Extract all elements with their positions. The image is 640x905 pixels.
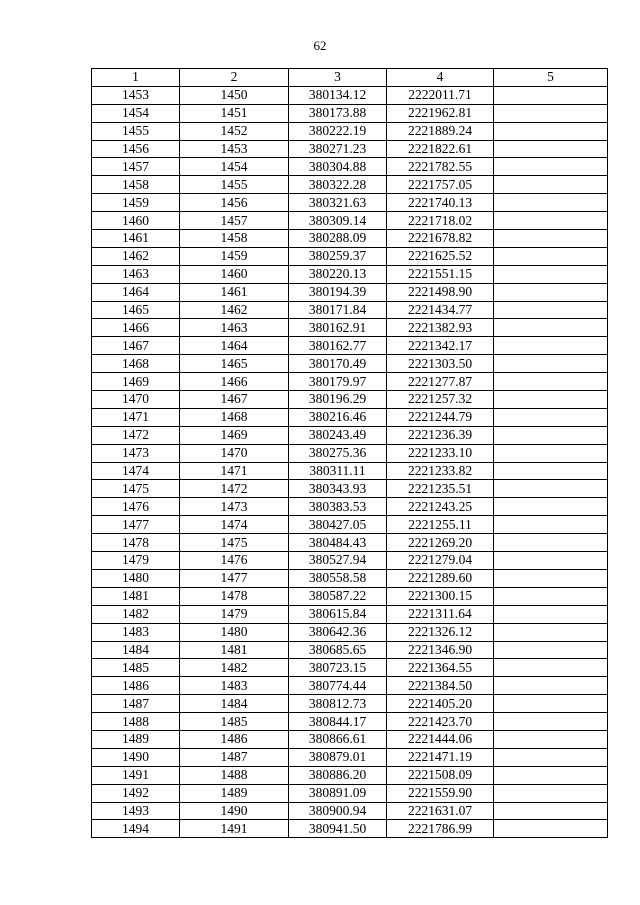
table-cell-col-1: 1486 xyxy=(92,677,180,695)
table-cell-col-5 xyxy=(494,212,608,230)
table-cell-col-5 xyxy=(494,641,608,659)
table-cell-col-3: 380243.49 xyxy=(289,426,387,444)
table-cell-col-2: 1472 xyxy=(180,480,289,498)
table-cell-col-5 xyxy=(494,176,608,194)
table-cell-col-3: 380275.36 xyxy=(289,444,387,462)
table-cell-col-3: 380309.14 xyxy=(289,212,387,230)
table-cell-col-3: 380134.12 xyxy=(289,86,387,104)
table-cell-col-1: 1457 xyxy=(92,158,180,176)
table-cell-col-3: 380941.50 xyxy=(289,820,387,838)
table-cell-col-2: 1480 xyxy=(180,623,289,641)
table-cell-col-5 xyxy=(494,408,608,426)
table-cell-col-5 xyxy=(494,748,608,766)
table-cell-col-4: 2221277.87 xyxy=(387,373,494,391)
table-row xyxy=(92,86,608,104)
table-cell-col-3: 380343.93 xyxy=(289,480,387,498)
table-cell-col-3: 380484.43 xyxy=(289,534,387,552)
table-cell-col-3: 380288.09 xyxy=(289,230,387,248)
table-row xyxy=(92,426,608,444)
table-cell-col-1: 1493 xyxy=(92,802,180,820)
table-cell-col-1: 1478 xyxy=(92,534,180,552)
table-cell-col-3: 380220.13 xyxy=(289,265,387,283)
table-cell-col-2: 1468 xyxy=(180,408,289,426)
table-cell-col-4: 2221786.99 xyxy=(387,820,494,838)
table-cell-col-2: 1458 xyxy=(180,230,289,248)
table-cell-col-1: 1471 xyxy=(92,408,180,426)
table-cell-col-5 xyxy=(494,265,608,283)
table-cell-col-3: 380685.65 xyxy=(289,641,387,659)
table-cell-col-5 xyxy=(494,462,608,480)
table-cell-col-1: 1470 xyxy=(92,391,180,409)
table-cell-col-4: 2221631.07 xyxy=(387,802,494,820)
table-cell-col-3: 380259.37 xyxy=(289,247,387,265)
table-cell-col-1: 1481 xyxy=(92,587,180,605)
table-cell-col-3: 380886.20 xyxy=(289,766,387,784)
column-header-5: 5 xyxy=(494,69,608,87)
table-cell-col-1: 1468 xyxy=(92,355,180,373)
table-row xyxy=(92,373,608,391)
table-cell-col-2: 1476 xyxy=(180,552,289,570)
table-cell-col-1: 1494 xyxy=(92,820,180,838)
table-cell-col-2: 1459 xyxy=(180,247,289,265)
table-row xyxy=(92,695,608,713)
table-cell-col-2: 1484 xyxy=(180,695,289,713)
table-cell-col-3: 380173.88 xyxy=(289,104,387,122)
table-cell-col-2: 1475 xyxy=(180,534,289,552)
table-row xyxy=(92,802,608,820)
table-cell-col-2: 1451 xyxy=(180,104,289,122)
table-cell-col-2: 1483 xyxy=(180,677,289,695)
table-row xyxy=(92,659,608,677)
table-cell-col-1: 1479 xyxy=(92,552,180,570)
table-cell-col-4: 2221303.50 xyxy=(387,355,494,373)
table-cell-col-2: 1485 xyxy=(180,713,289,731)
table-row xyxy=(92,766,608,784)
table-cell-col-2: 1454 xyxy=(180,158,289,176)
table-cell-col-2: 1481 xyxy=(180,641,289,659)
table-cell-col-5 xyxy=(494,516,608,534)
table-row xyxy=(92,587,608,605)
table-cell-col-1: 1454 xyxy=(92,104,180,122)
table-cell-col-3: 380900.94 xyxy=(289,802,387,820)
column-header-1: 1 xyxy=(92,69,180,87)
table-cell-col-5 xyxy=(494,605,608,623)
table-cell-col-5 xyxy=(494,534,608,552)
table-cell-col-1: 1472 xyxy=(92,426,180,444)
table-cell-col-4: 2221346.90 xyxy=(387,641,494,659)
table-cell-col-4: 2221740.13 xyxy=(387,194,494,212)
table-cell-col-1: 1475 xyxy=(92,480,180,498)
table-cell-col-5 xyxy=(494,194,608,212)
table-cell-col-5 xyxy=(494,820,608,838)
table-cell-col-1: 1462 xyxy=(92,247,180,265)
table-row xyxy=(92,444,608,462)
table-cell-col-5 xyxy=(494,283,608,301)
table-cell-col-3: 380774.44 xyxy=(289,677,387,695)
table-cell-col-1: 1488 xyxy=(92,713,180,731)
table-cell-col-3: 380162.91 xyxy=(289,319,387,337)
table-cell-col-3: 380170.49 xyxy=(289,355,387,373)
table-cell-col-5 xyxy=(494,552,608,570)
table-cell-col-3: 380427.05 xyxy=(289,516,387,534)
table-cell-col-4: 2221444.06 xyxy=(387,730,494,748)
table-cell-col-3: 380179.97 xyxy=(289,373,387,391)
table-row xyxy=(92,355,608,373)
table-row xyxy=(92,212,608,230)
table-cell-col-2: 1477 xyxy=(180,569,289,587)
table-cell-col-4: 2221782.55 xyxy=(387,158,494,176)
table-cell-col-2: 1453 xyxy=(180,140,289,158)
table-cell-col-1: 1476 xyxy=(92,498,180,516)
table-row xyxy=(92,301,608,319)
table-cell-col-5 xyxy=(494,104,608,122)
table-cell-col-3: 380196.29 xyxy=(289,391,387,409)
table-cell-col-2: 1473 xyxy=(180,498,289,516)
table-cell-col-5 xyxy=(494,659,608,677)
table-row xyxy=(92,283,608,301)
table-cell-col-2: 1452 xyxy=(180,122,289,140)
table-row xyxy=(92,748,608,766)
table-cell-col-1: 1461 xyxy=(92,230,180,248)
column-header-3: 3 xyxy=(289,69,387,87)
table-cell-col-4: 2221279.04 xyxy=(387,552,494,570)
table-cell-col-5 xyxy=(494,391,608,409)
table-header-row xyxy=(92,69,608,87)
table-row xyxy=(92,230,608,248)
table-cell-col-4: 2221962.81 xyxy=(387,104,494,122)
table-cell-col-3: 380527.94 xyxy=(289,552,387,570)
table-row xyxy=(92,534,608,552)
table-row xyxy=(92,552,608,570)
table-row xyxy=(92,104,608,122)
table-row xyxy=(92,623,608,641)
table-cell-col-4: 2221255.11 xyxy=(387,516,494,534)
table-cell-col-3: 380271.23 xyxy=(289,140,387,158)
table-cell-col-1: 1480 xyxy=(92,569,180,587)
table-row xyxy=(92,391,608,409)
table-cell-col-1: 1464 xyxy=(92,283,180,301)
table-cell-col-5 xyxy=(494,140,608,158)
table-row xyxy=(92,337,608,355)
table-cell-col-1: 1477 xyxy=(92,516,180,534)
table-row xyxy=(92,408,608,426)
table-cell-col-4: 2221889.24 xyxy=(387,122,494,140)
table-cell-col-2: 1455 xyxy=(180,176,289,194)
table-cell-col-3: 380171.84 xyxy=(289,301,387,319)
table-cell-col-1: 1460 xyxy=(92,212,180,230)
table-cell-col-5 xyxy=(494,730,608,748)
table-cell-col-3: 380844.17 xyxy=(289,713,387,731)
table-cell-col-4: 2221757.05 xyxy=(387,176,494,194)
table-cell-col-3: 380879.01 xyxy=(289,748,387,766)
table-row xyxy=(92,730,608,748)
table-cell-col-4: 2221235.51 xyxy=(387,480,494,498)
table-cell-col-4: 2221718.02 xyxy=(387,212,494,230)
table-row xyxy=(92,498,608,516)
table-cell-col-1: 1474 xyxy=(92,462,180,480)
table-cell-col-3: 380587.22 xyxy=(289,587,387,605)
table-cell-col-4: 2221364.55 xyxy=(387,659,494,677)
table-cell-col-4: 2221551.15 xyxy=(387,265,494,283)
table-cell-col-1: 1456 xyxy=(92,140,180,158)
table-cell-col-2: 1488 xyxy=(180,766,289,784)
table-cell-col-5 xyxy=(494,623,608,641)
table-cell-col-5 xyxy=(494,373,608,391)
table-cell-col-4: 2221326.12 xyxy=(387,623,494,641)
table-cell-col-5 xyxy=(494,677,608,695)
table-row xyxy=(92,820,608,838)
table-cell-col-2: 1471 xyxy=(180,462,289,480)
table-row xyxy=(92,516,608,534)
table-cell-col-5 xyxy=(494,355,608,373)
table-cell-col-5 xyxy=(494,784,608,802)
table-cell-col-2: 1462 xyxy=(180,301,289,319)
table-cell-col-2: 1461 xyxy=(180,283,289,301)
table-cell-col-3: 380723.15 xyxy=(289,659,387,677)
table-row xyxy=(92,569,608,587)
table-row xyxy=(92,140,608,158)
table-cell-col-3: 380866.61 xyxy=(289,730,387,748)
column-header-2: 2 xyxy=(180,69,289,87)
table-cell-col-2: 1467 xyxy=(180,391,289,409)
table-cell-col-5 xyxy=(494,498,608,516)
table-cell-col-5 xyxy=(494,695,608,713)
table-cell-col-2: 1487 xyxy=(180,748,289,766)
table-cell-col-2: 1479 xyxy=(180,605,289,623)
table-row xyxy=(92,462,608,480)
table-row xyxy=(92,176,608,194)
table-cell-col-5 xyxy=(494,230,608,248)
table-cell-col-4: 2221342.17 xyxy=(387,337,494,355)
table-cell-col-5 xyxy=(494,319,608,337)
table-row xyxy=(92,784,608,802)
table-cell-col-4: 2221244.79 xyxy=(387,408,494,426)
table-cell-col-1: 1467 xyxy=(92,337,180,355)
table-cell-col-2: 1490 xyxy=(180,802,289,820)
table-cell-col-5 xyxy=(494,713,608,731)
table-cell-col-4: 2221257.32 xyxy=(387,391,494,409)
table-cell-col-3: 380321.63 xyxy=(289,194,387,212)
table-cell-col-2: 1457 xyxy=(180,212,289,230)
table-cell-col-2: 1464 xyxy=(180,337,289,355)
table-cell-col-3: 380383.53 xyxy=(289,498,387,516)
table-row xyxy=(92,265,608,283)
table-cell-col-1: 1466 xyxy=(92,319,180,337)
table-cell-col-5 xyxy=(494,480,608,498)
table-cell-col-4: 2221434.77 xyxy=(387,301,494,319)
table-cell-col-4: 2221269.20 xyxy=(387,534,494,552)
table-cell-col-2: 1491 xyxy=(180,820,289,838)
table-cell-col-1: 1482 xyxy=(92,605,180,623)
table-cell-col-1: 1490 xyxy=(92,748,180,766)
table-row xyxy=(92,247,608,265)
table-cell-col-2: 1450 xyxy=(180,86,289,104)
table-cell-col-4: 2221498.90 xyxy=(387,283,494,301)
table-cell-col-5 xyxy=(494,426,608,444)
table-cell-col-2: 1463 xyxy=(180,319,289,337)
table-cell-col-4: 2221678.82 xyxy=(387,230,494,248)
table-cell-col-4: 2221382.93 xyxy=(387,319,494,337)
table-row xyxy=(92,194,608,212)
table-cell-col-2: 1465 xyxy=(180,355,289,373)
table-cell-col-1: 1459 xyxy=(92,194,180,212)
table-cell-col-1: 1458 xyxy=(92,176,180,194)
table-cell-col-3: 380322.28 xyxy=(289,176,387,194)
table-cell-col-5 xyxy=(494,301,608,319)
table-cell-col-4: 2221508.09 xyxy=(387,766,494,784)
table-cell-col-3: 380642.36 xyxy=(289,623,387,641)
table-cell-col-1: 1455 xyxy=(92,122,180,140)
table-row xyxy=(92,122,608,140)
table-cell-col-2: 1474 xyxy=(180,516,289,534)
table-row xyxy=(92,605,608,623)
table-cell-col-5 xyxy=(494,569,608,587)
table-cell-col-4: 2221300.15 xyxy=(387,587,494,605)
table-cell-col-1: 1453 xyxy=(92,86,180,104)
table-cell-col-2: 1489 xyxy=(180,784,289,802)
table-row xyxy=(92,319,608,337)
table-cell-col-3: 380194.39 xyxy=(289,283,387,301)
table-cell-col-5 xyxy=(494,802,608,820)
table-cell-col-2: 1470 xyxy=(180,444,289,462)
table-cell-col-4: 2221423.70 xyxy=(387,713,494,731)
table-cell-col-3: 380891.09 xyxy=(289,784,387,802)
table-cell-col-4: 2221233.82 xyxy=(387,462,494,480)
table-row xyxy=(92,641,608,659)
table-cell-col-5 xyxy=(494,158,608,176)
table-cell-col-4: 2221625.52 xyxy=(387,247,494,265)
table-cell-col-2: 1478 xyxy=(180,587,289,605)
coordinates-table xyxy=(91,68,608,838)
table-cell-col-3: 380222.19 xyxy=(289,122,387,140)
table-cell-col-1: 1491 xyxy=(92,766,180,784)
table-cell-col-1: 1487 xyxy=(92,695,180,713)
table-cell-col-4: 2221471.19 xyxy=(387,748,494,766)
table-row xyxy=(92,480,608,498)
table-cell-col-4: 2221236.39 xyxy=(387,426,494,444)
table-cell-col-3: 380812.73 xyxy=(289,695,387,713)
table-cell-col-4: 2221233.10 xyxy=(387,444,494,462)
table-cell-col-5 xyxy=(494,587,608,605)
table-cell-col-3: 380615.84 xyxy=(289,605,387,623)
column-header-4: 4 xyxy=(387,69,494,87)
table-cell-col-5 xyxy=(494,766,608,784)
table-cell-col-2: 1469 xyxy=(180,426,289,444)
table-cell-col-1: 1492 xyxy=(92,784,180,802)
table-row xyxy=(92,158,608,176)
table-cell-col-1: 1465 xyxy=(92,301,180,319)
table-row xyxy=(92,713,608,731)
table-cell-col-1: 1463 xyxy=(92,265,180,283)
table-cell-col-2: 1482 xyxy=(180,659,289,677)
table-cell-col-3: 380558.58 xyxy=(289,569,387,587)
table-cell-col-4: 2221405.20 xyxy=(387,695,494,713)
table-cell-col-4: 2222011.71 xyxy=(387,86,494,104)
table-cell-col-4: 2221289.60 xyxy=(387,569,494,587)
table-row xyxy=(92,677,608,695)
table-cell-col-2: 1456 xyxy=(180,194,289,212)
table-cell-col-4: 2221822.61 xyxy=(387,140,494,158)
table-cell-col-1: 1485 xyxy=(92,659,180,677)
table-cell-col-4: 2221384.50 xyxy=(387,677,494,695)
table-cell-col-1: 1469 xyxy=(92,373,180,391)
table-cell-col-5 xyxy=(494,247,608,265)
table-cell-col-1: 1483 xyxy=(92,623,180,641)
table-cell-col-4: 2221559.90 xyxy=(387,784,494,802)
table-cell-col-2: 1460 xyxy=(180,265,289,283)
table-cell-col-5 xyxy=(494,122,608,140)
table-cell-col-1: 1473 xyxy=(92,444,180,462)
table-cell-col-1: 1489 xyxy=(92,730,180,748)
table-cell-col-5 xyxy=(494,444,608,462)
table-cell-col-4: 2221243.25 xyxy=(387,498,494,516)
table-cell-col-2: 1486 xyxy=(180,730,289,748)
table-body xyxy=(92,86,608,837)
table-cell-col-4: 2221311.64 xyxy=(387,605,494,623)
table-cell-col-5 xyxy=(494,337,608,355)
table-cell-col-3: 380216.46 xyxy=(289,408,387,426)
page-number: 62 xyxy=(313,38,327,53)
table-cell-col-5 xyxy=(494,86,608,104)
table-cell-col-3: 380162.77 xyxy=(289,337,387,355)
table-cell-col-1: 1484 xyxy=(92,641,180,659)
table-cell-col-3: 380311.11 xyxy=(289,462,387,480)
table-cell-col-3: 380304.88 xyxy=(289,158,387,176)
table-cell-col-2: 1466 xyxy=(180,373,289,391)
